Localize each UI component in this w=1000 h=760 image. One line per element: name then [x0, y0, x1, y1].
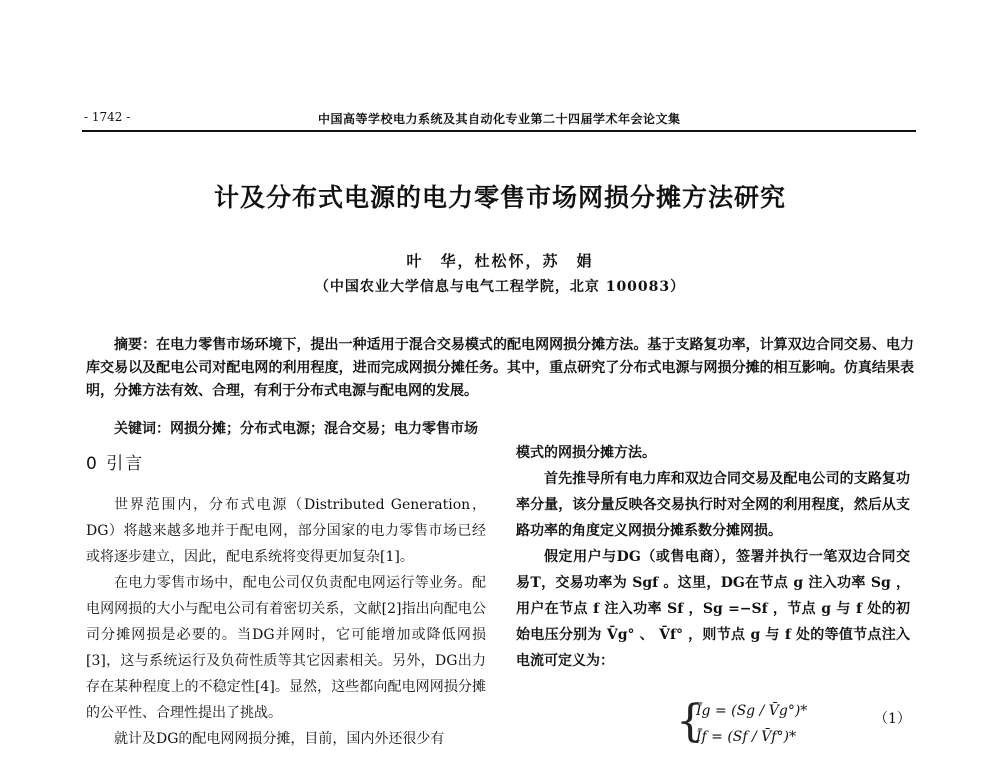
header-rule: [82, 130, 916, 132]
equation-brace: {: [676, 696, 704, 747]
paragraph: 模式的网损分摊方法。: [516, 445, 656, 461]
keywords-label: 关键词：: [114, 421, 170, 437]
left-column: [86, 452, 486, 752]
proceedings-title: 中国高等学校电力系统及其自动化专业第二十四届学术年会论文集: [318, 112, 681, 126]
abstract-label: 摘要：: [114, 337, 157, 353]
equation: [696, 698, 807, 750]
abstract-text: 在电力零售市场环境下，提出一种适用于混合交易模式的配电网网损分摊方法。基于支路复功率，计算双边合同交易、电力库交易以及配电公司对配电网的利用程度，进而完成网损分摊任务。其中，重点研究了分布式电源与网损分摊的相互影响。仿真结果表明，分摊方法有效、合理，有利于分布式电源与配电网的发展。: [86, 337, 914, 399]
equation-number: （1）: [874, 711, 911, 727]
paragraph: 在电力零售市场中，配电公司仅负责配电网运行等业务。配电网网损的大小与配电公司有着密切关系，文献[2]指出向配电公司分摊网损是必要的。当DG并网时，它可能增加或降低网损[3]，这与系统运行及负荷性质等其它因素相关。另外，DG出力存在某种程度上的不稳定性[4]。显然，这些都向配电网网损分摊的公平性、合理性提出了挑战。: [86, 575, 486, 721]
paragraph: 假定用户与DG（或售电商），签署并执行一笔双边合同交易T，交易功率为 Sgf 。这里，DG在节点 g 注入功率 Sg ，用户在节点 f 注入功率 Sf ，Sg =−Sf ，节点 g 与 f 处的初始电压分别为 V̄g° 、 V̄f° ，则节点 g 与 f 处的等值节点注入电流可定义为：: [516, 549, 910, 669]
paper-title: 计及分布式电源的电力零售市场网损分摊方法研究: [213, 183, 786, 212]
paragraph: 就计及DG的配电网网损分摊，目前，国内外还很少有: [114, 731, 445, 747]
section-heading: 0 引言: [86, 454, 145, 474]
equation-line: Īf = (Sf / V̄f°)*: [696, 729, 796, 745]
right-column: [516, 440, 910, 674]
paragraph: 世界范围内，分布式电源（Distributed Generation，DG）将越来越多地并于配电网，部分国家的电力零售市场已经或将逐步建立，因此，配电系统将变得更加复杂[1]。: [86, 497, 486, 565]
keywords: [114, 418, 478, 438]
keywords-text: 网损分摊；分布式电源；混合交易；电力零售市场: [170, 421, 478, 437]
paper-authors: 叶 华，杜松怀，苏 娟: [406, 252, 594, 270]
abstract: [86, 334, 914, 403]
page-number: - 1742 -: [84, 110, 131, 124]
paper-affiliation: （中国农业大学信息与电气工程学院，北京 100083）: [314, 279, 686, 295]
paragraph: 首先推导所有电力库和双边合同交易及配电公司的支路复功率分量，该分量反映各交易执行时对全网的利用程度，然后从支路功率的角度定义网损分摊系数分摊网损。: [516, 471, 910, 539]
equation-line: Īg = (Sg / V̄g°)*: [696, 703, 808, 719]
